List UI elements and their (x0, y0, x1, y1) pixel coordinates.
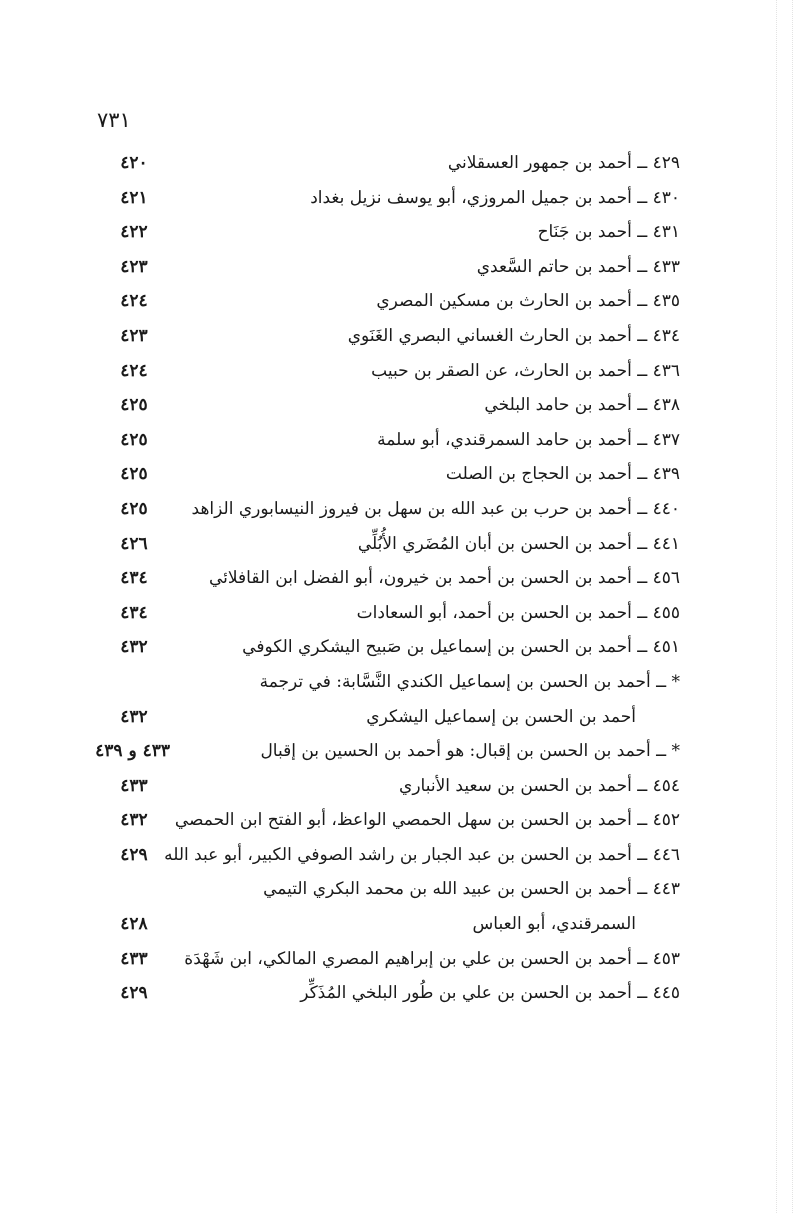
entry-text: ٤٥٣ ــ أحمد بن الحسن بن علي بن إبراهيم المصري المالكي، ابن شَهْدَة (184, 948, 680, 969)
index-entry (98, 284, 680, 319)
index-list (95, 146, 680, 1011)
index-entry (98, 838, 680, 873)
index-entry (98, 181, 680, 216)
index-entry (98, 457, 680, 492)
index-entry-continuation (98, 700, 680, 735)
index-entry (98, 215, 680, 250)
index-entry (98, 803, 680, 838)
index-entry (98, 561, 680, 596)
entry-page-ref: ٤٢٤ (120, 291, 148, 312)
index-entry (98, 872, 680, 907)
entry-page-ref: ٤٢٥ (120, 498, 148, 519)
entry-text: * ــ أحمد بن الحسن بن إسماعيل الكندي النَّسَّابة: في ترجمة (259, 671, 680, 692)
entry-page-ref: ٤٢٨ (120, 914, 148, 935)
entry-text: السمرقندي، أبو العباس (472, 914, 636, 935)
index-entry (98, 527, 680, 562)
entry-page-ref: ٤٣٣ و ٤٣٩ (95, 741, 170, 762)
entry-text: ٤٣٧ ــ أحمد بن حامد السمرقندي، أبو سلمة (377, 429, 680, 450)
index-entry (98, 388, 680, 423)
entry-page-ref: ٤٢٥ (120, 429, 148, 450)
entry-text: ٤٣٥ ــ أحمد بن الحارث بن مسكين المصري (376, 291, 680, 312)
entry-text: ٤٤٦ ــ أحمد بن الحسن بن عبد الجبار بن راشد الصوفي الكبير، أبو عبد الله (164, 844, 680, 865)
entry-text: ٤٤٠ ــ أحمد بن حرب بن عبد الله بن سهل بن فيروز النيسابوري الزاهد (191, 498, 680, 519)
entry-page-ref: ٤٢٩ (120, 844, 148, 865)
index-entry (98, 146, 680, 181)
entry-page-ref: ٤٢٥ (120, 464, 148, 485)
entry-text: ٤٣٨ ــ أحمد بن حامد البلخي (484, 395, 680, 416)
index-entry (98, 492, 680, 527)
entry-page-ref: ٤٢٦ (120, 533, 148, 554)
index-entry (98, 354, 680, 389)
index-entry (98, 250, 680, 285)
entry-text: ٤٣٩ ــ أحمد بن الحجاج بن الصلت (445, 464, 680, 485)
entry-text: ٤٣٣ ــ أحمد بن حاتم السَّعدي (476, 256, 680, 277)
entry-page-ref: ٤٣٢ (120, 637, 148, 658)
entry-text: ٤٤٣ ــ أحمد بن الحسن بن عبيد الله بن محمد البكري التيمي (263, 879, 680, 900)
index-entry (98, 630, 680, 665)
entry-text: ٤٥٦ ــ أحمد بن الحسن بن أحمد بن خيرون، أبو الفضل ابن القافلائي (209, 568, 680, 589)
entry-text: ٤٥٤ ــ أحمد بن الحسن بن سعيد الأنباري (399, 775, 680, 796)
entry-page-ref: ٤٣٢ (120, 810, 148, 831)
entry-text: ٤٢٩ ــ أحمد بن جمهور العسقلاني (447, 153, 680, 173)
index-entry (95, 734, 680, 769)
entry-page-ref: ٤٣٤ (120, 568, 148, 589)
entry-text: ٤٥٥ ــ أحمد بن الحسن بن أحمد، أبو السعادات (356, 602, 680, 623)
index-entry-continuation (98, 907, 680, 942)
index-entry (98, 976, 680, 1011)
margin-line (776, 0, 777, 1213)
entry-page-ref: ٤٣٢ (120, 706, 148, 727)
page-number: ٧٣١ (97, 108, 131, 132)
index-entry (98, 769, 680, 804)
entry-text: ٤٣١ ــ أحمد بن جَنَاح (537, 222, 680, 243)
entry-page-ref: ٤٢٩ (120, 983, 148, 1004)
entry-text: ٤٣٤ ــ أحمد بن الحارث الغساني البصري الغَنَوي (347, 325, 680, 346)
entry-text: ٤٤٥ ــ أحمد بن الحسن بن علي بن طُور البلخي المُذَكِّر (300, 983, 680, 1004)
entry-page-ref: ٤٣٤ (120, 602, 148, 623)
entry-text: ٤٣٠ ــ أحمد بن جميل المروزي، أبو يوسف نزيل بغداد (310, 187, 680, 208)
index-entry (98, 423, 680, 458)
index-entry (98, 596, 680, 631)
entry-page-ref: ٤٢٥ (120, 395, 148, 416)
entry-page-ref: ٤٢٤ (120, 360, 148, 381)
entry-text: أحمد بن الحسن بن إسماعيل اليشكري (366, 706, 636, 727)
index-entry (98, 942, 680, 977)
entry-page-ref: ٤٣٣ (120, 775, 148, 796)
entry-text: ٤٥٢ ــ أحمد بن الحسن بن سهل الحمصي الواعظ، أبو الفتح ابن الحمصي (174, 810, 680, 831)
entry-text: * ــ أحمد بن الحسن بن إقبال: هو أحمد بن الحسين بن إقبال (260, 741, 680, 762)
index-entry (98, 665, 680, 700)
index-entry (98, 319, 680, 354)
entry-page-ref: ٤٣٣ (120, 948, 148, 969)
entry-page-ref: ٤٢٣ (120, 256, 148, 277)
entry-text: ٤٣٦ ــ أحمد بن الحارث، عن الصقر بن حبيب (371, 360, 680, 381)
entry-page-ref: ٤٢٠ (120, 153, 148, 173)
entry-text: ٤٥١ ــ أحمد بن الحسن بن إسماعيل بن صَبيح اليشكري الكوفي (242, 637, 680, 658)
entry-text: ٤٤١ ــ أحمد بن الحسن بن أبان المُضَري الأُبُلِّي (357, 533, 680, 554)
margin-line (792, 0, 793, 1213)
entry-page-ref: ٤٢٣ (120, 325, 148, 346)
entry-page-ref: ٤٢١ (120, 187, 148, 208)
entry-page-ref: ٤٢٢ (120, 222, 148, 243)
